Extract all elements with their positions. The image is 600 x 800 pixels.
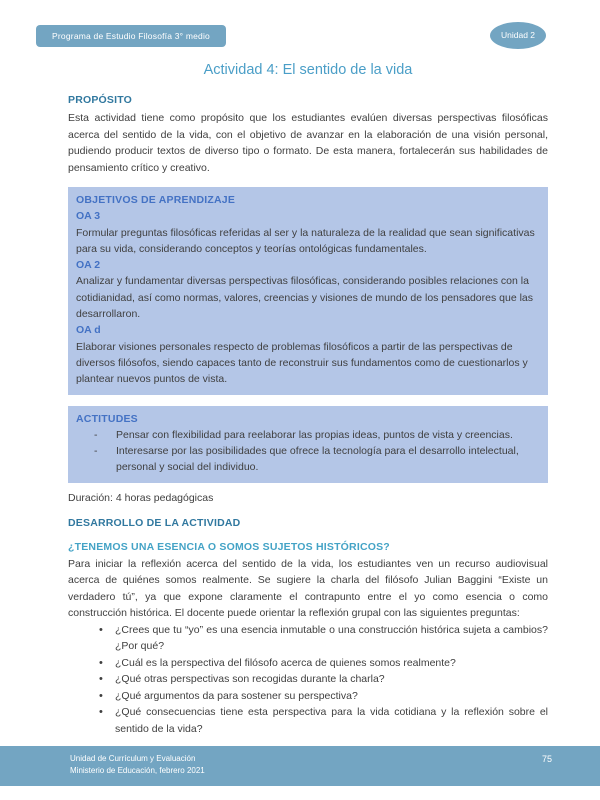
oa-text: Analizar y fundamentar diversas perspectivas filosóficas, considerando posibles relaciones con la cotidianidad, así como normas, valores, creencias y visiones de mundo de los pensadores que las desarrollaron. [76,275,534,321]
question-item: • ¿Cuál es la perspectiva del filósofo acerca de quienes somos realmente? [101,655,548,672]
program-badge: Programa de Estudio Filosofía 3° medio [36,25,226,47]
desarrollo-subheading: ¿TENEMOS UNA ESENCIA O SOMOS SUJETOS HISTÓRICOS? [68,540,390,553]
actitud-item [94,427,540,443]
page-number: 75 [541,754,552,764]
actitudes-box [68,406,548,483]
oa-text: Elaborar visiones personales respecto de problemas filosóficos a partir de las perspectivas de diversos filósofos, siendo capaces tanto de reconstruir sus fundamentos como de cuestionarlos y plantear nuevos puntos de vista. [76,340,528,386]
oa-item [76,208,540,257]
actitud-text: Interesarse por las posibilidades que ofrece la tecnología para el desarrollo intelectual, personal y social del individuo. [116,445,519,474]
actitud-item [94,443,540,476]
page-content [68,62,548,737]
unit-badge: Unidad 2 [490,22,546,49]
dash-marker: - [94,428,98,441]
actitudes-heading: ACTITUDES [76,412,138,425]
oa-item [76,322,540,387]
footer-credits [70,753,205,777]
footer-line1: Unidad de Currículum y Evaluación [70,754,196,763]
duration-text: Duración: 4 horas pedagógicas [68,491,214,504]
question-item: • ¿Crees que tu “yo” es una esencia inmutable o una construcción histórica sujeta a cambios? ¿Por qué? [101,622,548,655]
oa-text: Formular preguntas filosóficas referidas al ser y la naturaleza de la realidad que sean significativas para su vida, considerando conceptos y teorías ontológicas fundamentales. [76,226,535,255]
question-item: • ¿Qué otras perspectivas son recogidas durante la charla? [101,671,548,688]
desarrollo-heading: DESARROLLO DE LA ACTIVIDAD [68,516,241,529]
oa-item [76,257,540,322]
spacer [68,504,548,517]
footer-line2: Ministerio de Educación, febrero 2021 [70,766,205,775]
footer-bar [0,746,600,786]
proposito-paragraph: Esta actividad tiene como propósito que los estudiantes evalúen diversas perspectivas filosóficas acerca del sentido de la vida, con el objetivo de avanzar en la elaboración de una visión personal, pudiendo producir textos de diverso tipo o formato. De esta manera, fortalecerán sus habilidades de pensamiento crítico y creativo. [68,112,548,174]
objetivos-box [68,187,548,395]
question-item: • ¿Qué argumentos da para sostener su perspectiva? [101,688,548,705]
activity-title: Actividad 4: El sentido de la vida [203,62,413,78]
objetivos-heading: OBJETIVOS DE APRENDIZAJE [76,194,236,206]
proposito-heading: PROPÓSITO [68,94,133,106]
desarrollo-intro-paragraph: Para iniciar la reflexión acerca del sentido de la vida, los estudiantes ven un recurso audiovisual acerca de quiénes somos realmente. Se sugiere la charla del filósofo Julian Baggini “Existe un verdadero tú”, ya que expone claramente el contrapunto entre el yo como esencia o como construcción histórica. El docente puede orientar la reflexión grupal con las siguientes preguntas: [68,557,548,620]
dash-marker: - [94,445,98,458]
actitud-text: Pensar con flexibilidad para reelaborar las propias ideas, puntos de vista y creencias. [116,428,513,441]
oa-label: OA d [76,324,101,337]
oa-label: OA 2 [76,259,101,272]
question-item: • ¿Qué consecuencias tiene esta perspectiva para la vida cotidiana y la reflexión sobre el sentido de la vida? [101,704,548,737]
question-list [68,622,548,738]
oa-label: OA 3 [76,210,101,223]
